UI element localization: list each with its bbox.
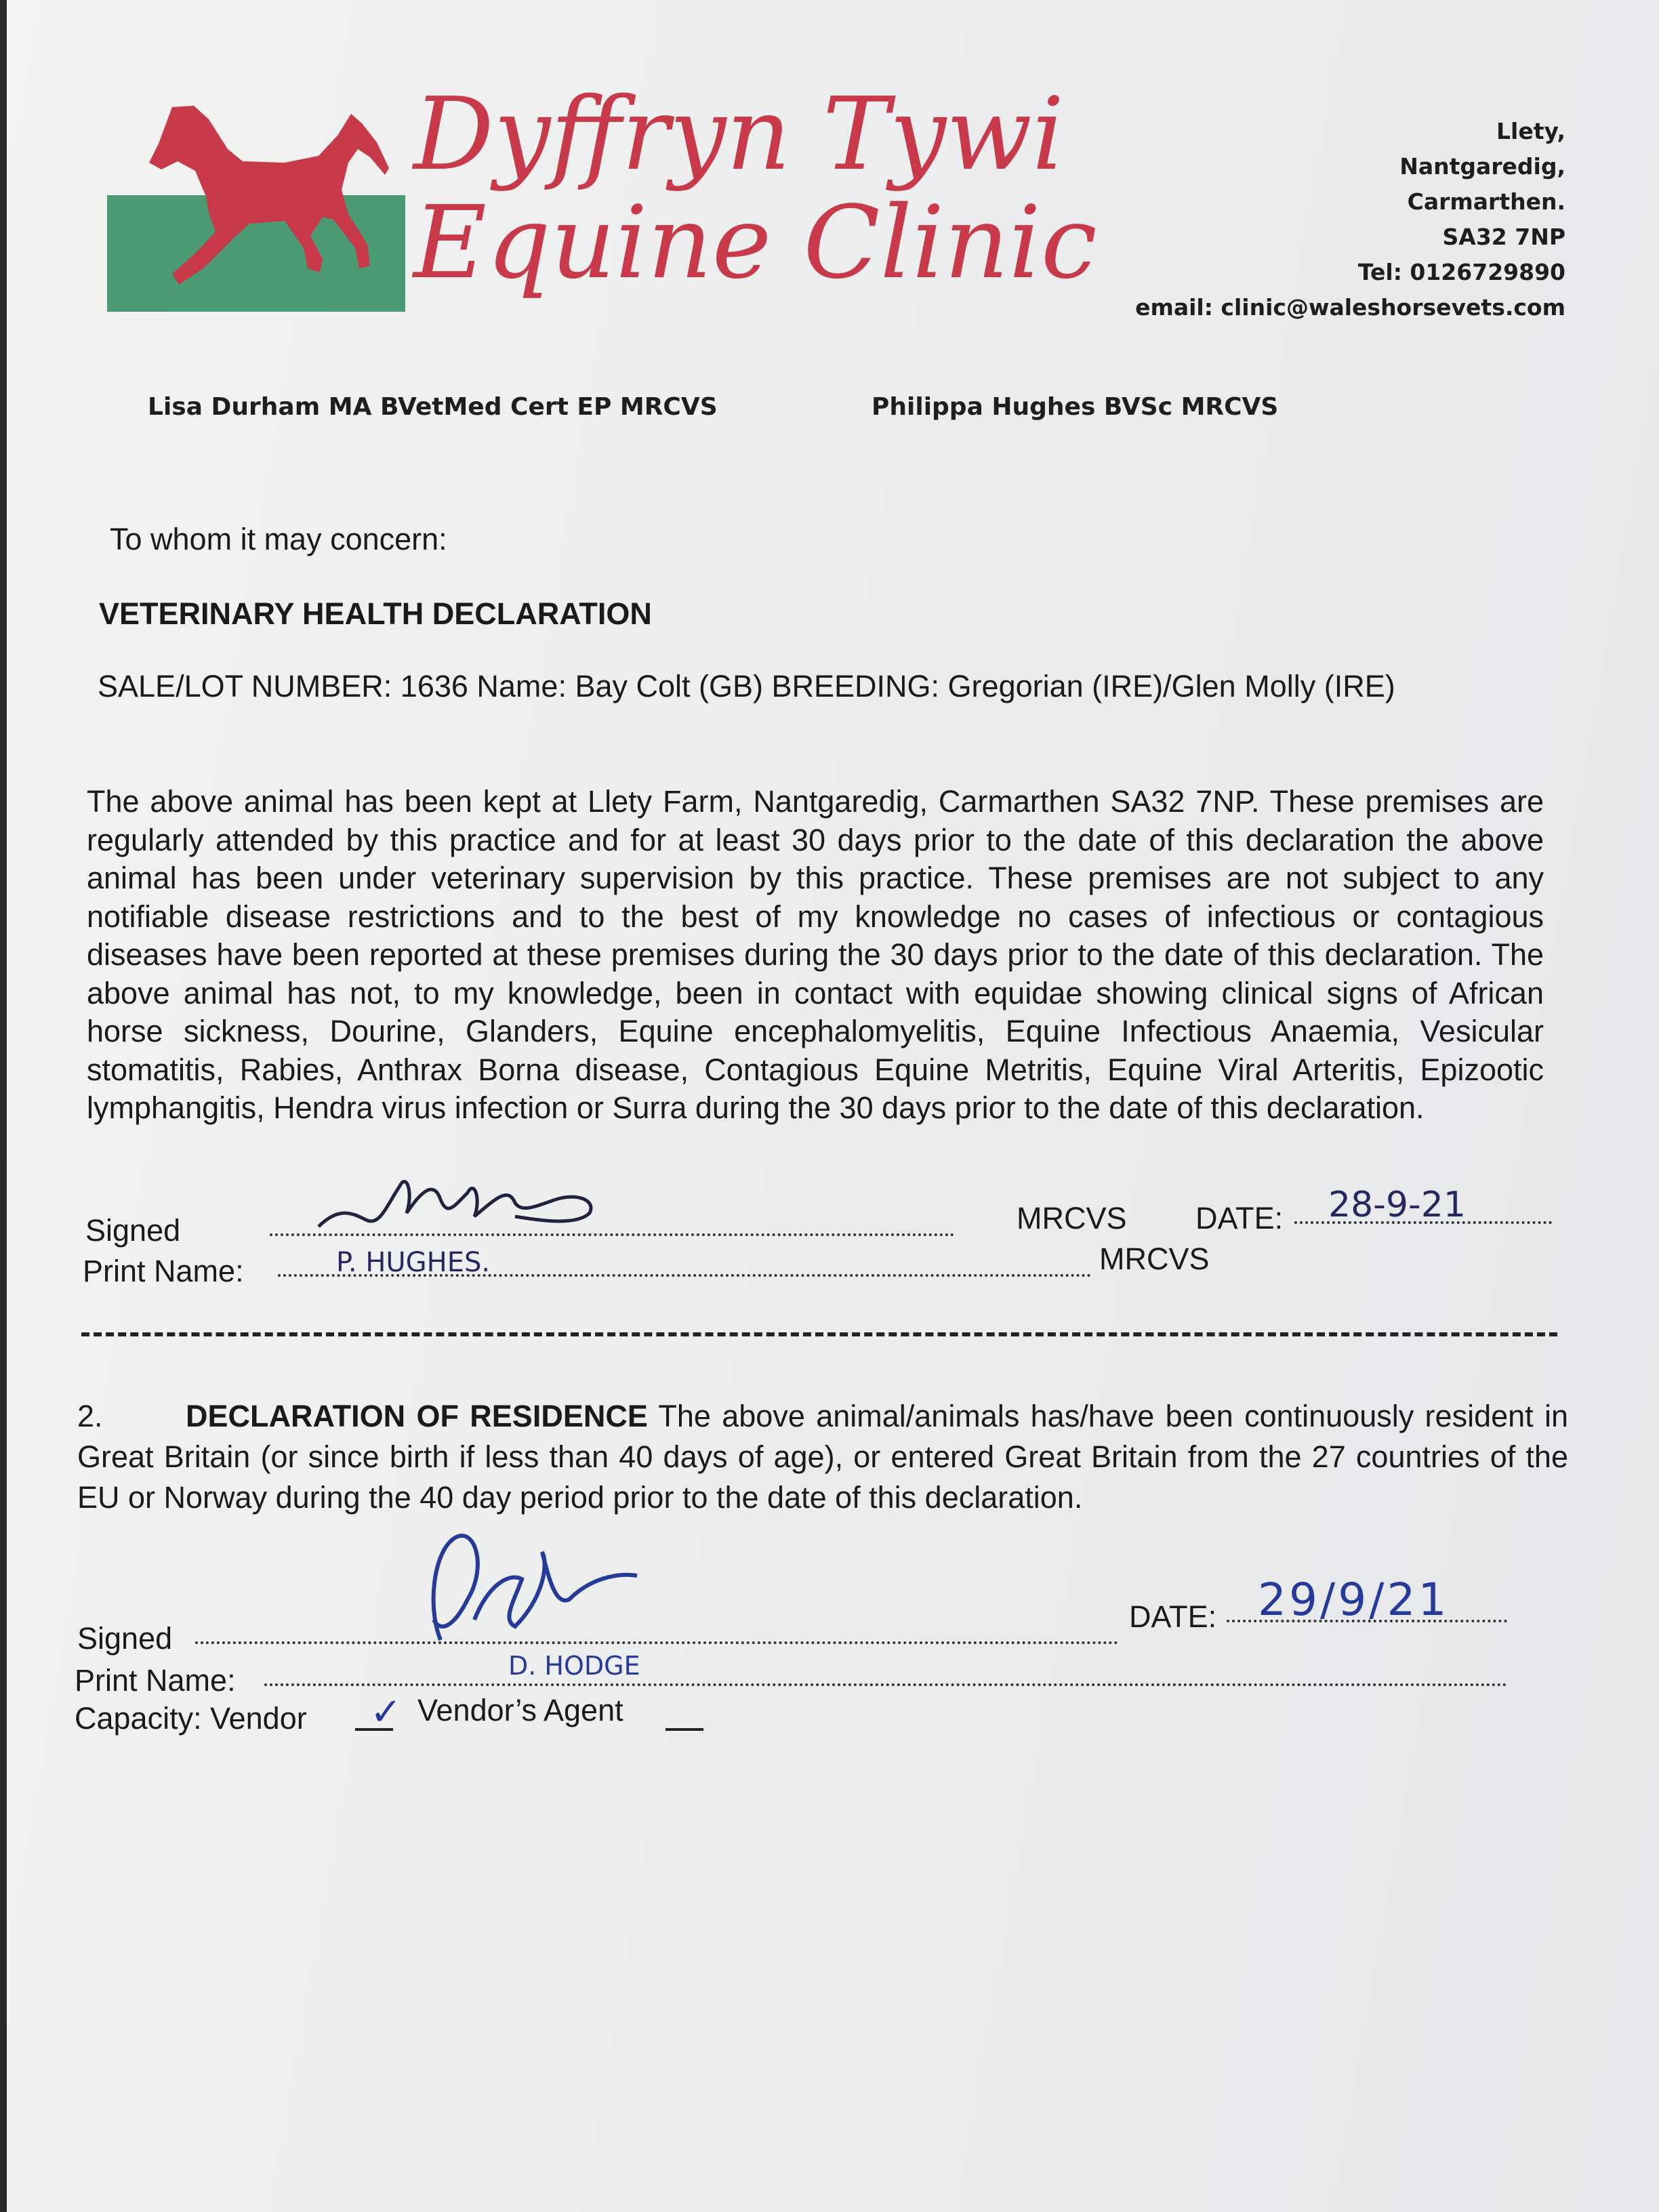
vet-name-1: Lisa Durham MA BVetMed Cert EP MRCVS	[148, 393, 718, 421]
clinic-address	[1135, 114, 1565, 325]
clinic-name-line1: Dyffryn Tywi	[413, 76, 1065, 192]
date-label-2: DATE:	[1129, 1599, 1217, 1634]
date-value-1: 28-9-21	[1328, 1185, 1466, 1225]
print-name-label-1: Print Name:	[83, 1254, 244, 1288]
date-label-1: DATE:	[1195, 1201, 1284, 1235]
address-line: Carmarthen.	[1407, 188, 1565, 215]
vendor-checkmark: ✓	[370, 1690, 402, 1734]
vet-name-2: Philippa Hughes BVSc MRCVS	[872, 393, 1279, 421]
salutation: To whom it may concern:	[110, 522, 447, 556]
clinic-name-line2: Equine Clinic	[413, 184, 1097, 301]
print-name-line-2	[264, 1663, 1507, 1686]
capacity-label: Capacity: Vendor	[75, 1701, 307, 1736]
print-name-label-2: Print Name:	[75, 1663, 236, 1698]
section2-title: DECLARATION OF RESIDENCE	[186, 1399, 648, 1433]
address-line: Llety,	[1496, 118, 1565, 144]
clinic-name	[413, 76, 1097, 301]
vendors-agent-label: Vendor’s Agent	[417, 1693, 623, 1727]
section-number: 2.	[77, 1399, 103, 1433]
declaration-paragraph: The above animal has been kept at Llety Farm, Nantgaredig, Carmarthen SA32 7NP. These premises are regularly attended by this practice and for at least 30 days prior to the date of this declaration the above animal has been under veterinary supervision by this practice. These premises are not subject to any notifiable disease restrictions and to the best of my knowledge no cases of infectious or contagious diseases have been reported at these premises during the 30 days prior to the date of this declaration. The above animal has not, to my knowledge, been in contact with equidae showing clinical signs of African horse sickness, Dourine, Glanders, Equine encephalomyelitis, Equine Infectious Anaemia, Vesicular stomatitis, Rabies, Anthrax Borna disease, Contagious Equine Metritis, Equine Viral Arteritis, Epizootic lymphangitis, Hendra virus infection or Surra during the 30 days prior to the date of this declaration.	[87, 784, 1544, 1125]
vendor-signature	[413, 1525, 657, 1647]
section-separator	[81, 1332, 1557, 1336]
horse-icon	[107, 81, 405, 312]
date-value-2: 29/9/21	[1258, 1574, 1450, 1626]
mrcvs-label-2: MRCVS	[1099, 1242, 1210, 1276]
print-name-value-1: P. HUGHES.	[336, 1247, 491, 1278]
clinic-logo	[107, 81, 405, 312]
mrcvs-label-1: MRCVS	[1017, 1201, 1127, 1235]
document-title: VETERINARY HEALTH DECLARATION	[99, 596, 652, 631]
email: email: clinic@waleshorsevets.com	[1135, 294, 1565, 321]
residence-declaration	[77, 1396, 1568, 1518]
lot-details: SALE/LOT NUMBER: 1636 Name: Bay Colt (GB) BREEDING: Gregorian (IRE)/Glen Molly (IRE)	[98, 669, 1395, 703]
signed-label-1: Signed	[85, 1213, 181, 1248]
telephone: Tel: 0126729890	[1357, 259, 1565, 285]
section2-text: The above animal/animals has/have been continuously resident in Great Britain (or since birth if less than 40 days of age), or entered Great Britain from the 27 countries of the EU or Norway during the 40 day period prior to the date of this declaration.	[77, 1399, 1569, 1515]
signed-label-2: Signed	[77, 1621, 173, 1656]
address-line: Nantgaredig,	[1399, 153, 1565, 180]
print-name-value-2: D. HODGE	[508, 1651, 640, 1681]
document-page	[7, 0, 1659, 2212]
vet-signature	[312, 1166, 610, 1240]
agent-checkbox-line[interactable]	[665, 1701, 703, 1731]
address-line: SA32 7NP	[1442, 224, 1565, 250]
